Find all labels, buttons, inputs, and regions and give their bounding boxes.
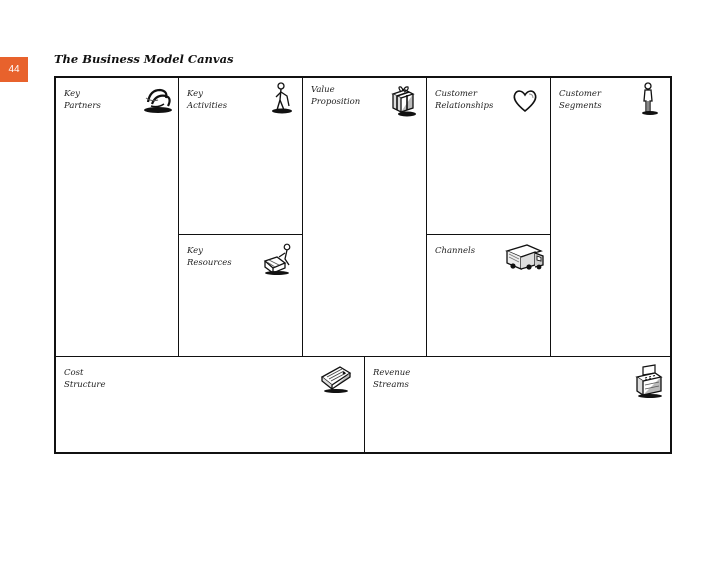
canvas-title: The Business Model Canvas	[54, 52, 234, 66]
cash-register-icon	[633, 363, 665, 399]
chain-link-icon	[142, 84, 174, 114]
block-label: Value Proposition	[311, 85, 361, 107]
block-label: Cost Structure	[64, 368, 106, 390]
block-key-resources	[179, 235, 303, 356]
business-model-canvas	[54, 76, 672, 454]
page-number: 44	[8, 64, 20, 75]
person-icon	[637, 82, 659, 116]
worker-icon	[269, 82, 295, 114]
delivery-truck-icon	[505, 243, 547, 275]
block-customer-segments	[551, 78, 670, 356]
block-label: Revenue Streams	[373, 368, 411, 390]
block-label: Customer Relationships	[435, 89, 494, 111]
page-number-tab	[0, 57, 28, 82]
block-key-partners	[56, 78, 179, 356]
block-label: Key Partners	[64, 89, 101, 111]
gift-icon	[387, 84, 417, 118]
block-value-proposition	[303, 78, 427, 356]
forklift-icon	[263, 243, 297, 275]
heart-icon	[511, 88, 539, 114]
block-revenue-streams	[365, 356, 670, 452]
block-label: Key Activities	[187, 89, 228, 111]
block-cost-structure	[56, 356, 365, 452]
block-customer-relationships	[427, 78, 551, 235]
block-label: Customer Segments	[559, 89, 602, 111]
block-key-activities	[179, 78, 303, 235]
block-channels	[427, 235, 551, 356]
block-label: Channels	[435, 246, 476, 256]
price-tag-icon	[318, 363, 354, 395]
block-label: Key Resources	[187, 246, 232, 268]
